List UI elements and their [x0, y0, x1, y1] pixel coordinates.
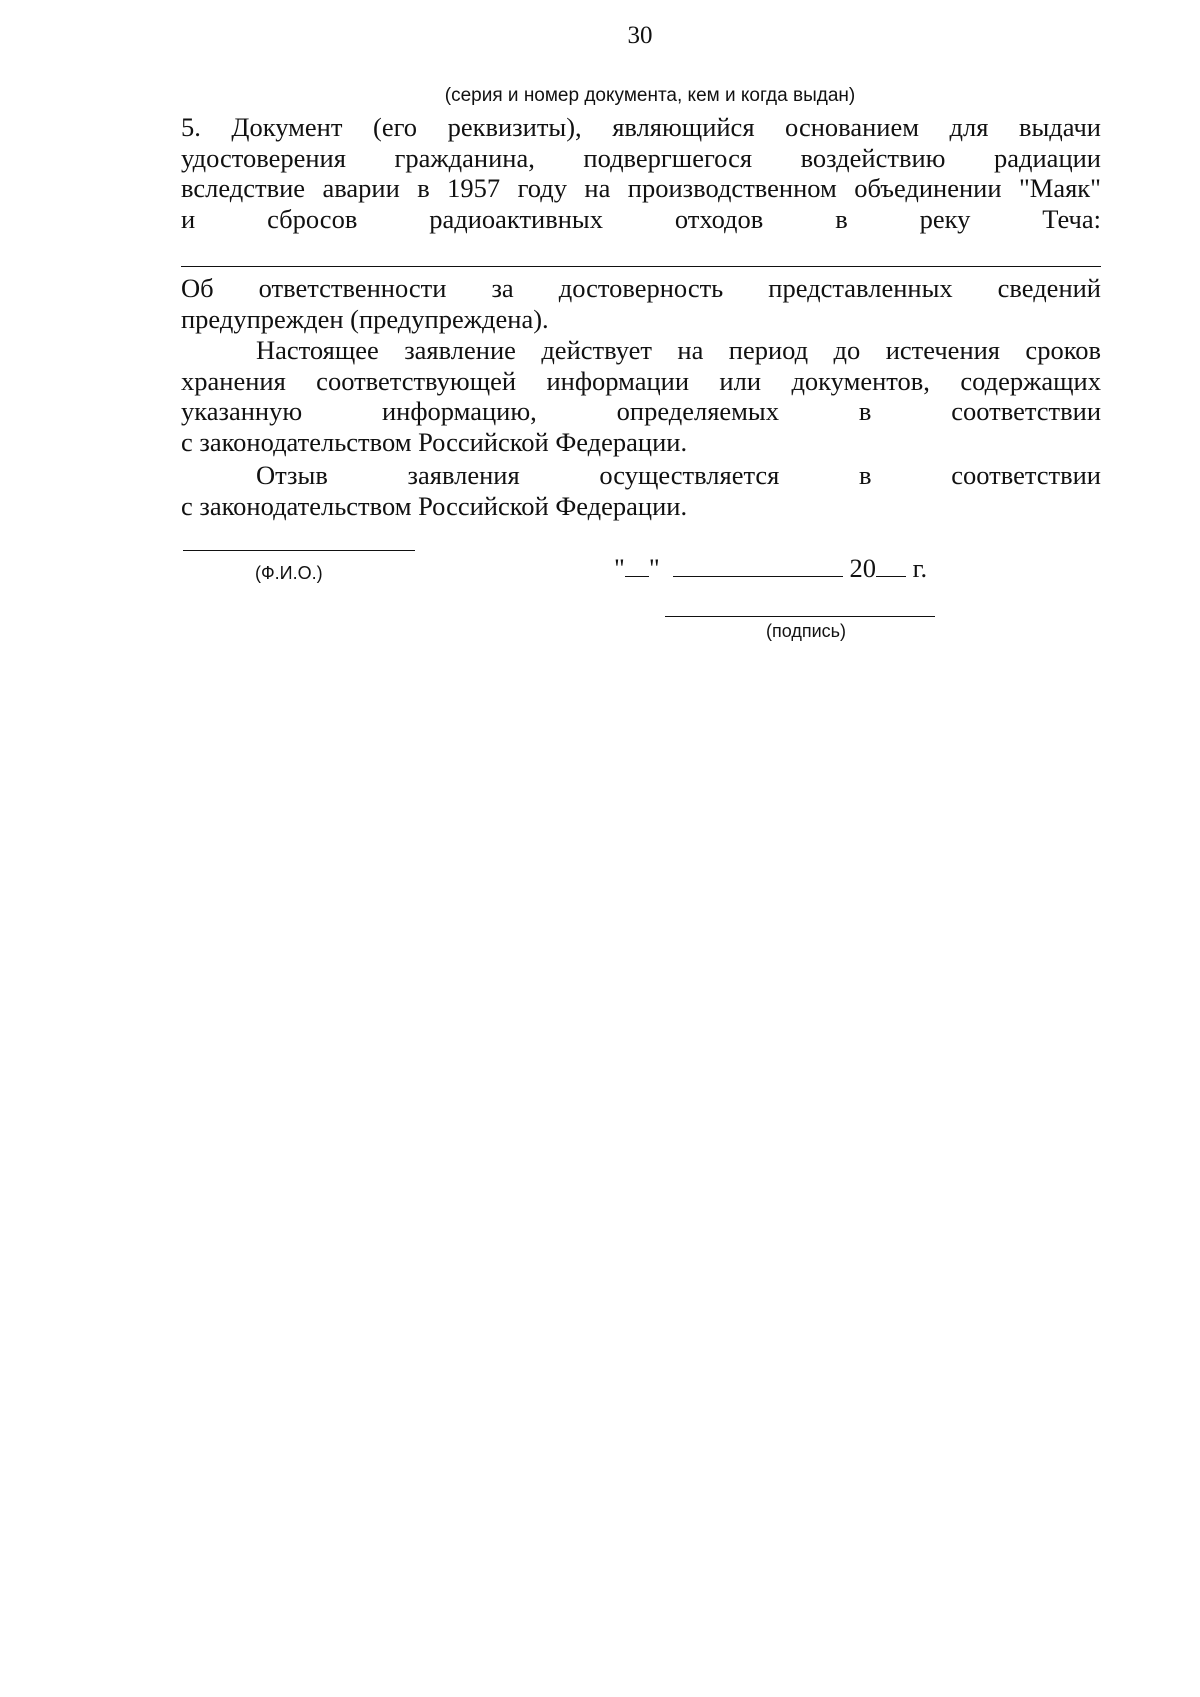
revocation-paragraph — [181, 460, 1101, 521]
signature-caption: (подпись) — [766, 621, 847, 641]
validity-line: хранения соответствующей информации или документов, содержащих — [181, 365, 1101, 396]
year-prefix: 20 — [849, 553, 877, 583]
item-5-answer-line[interactable] — [181, 266, 1101, 267]
item-5-line: вследствие аварии в 1957 году на производственном объединении "Маяк" — [181, 173, 1101, 203]
fio-caption: (Ф.И.О.) — [255, 563, 323, 583]
responsibility-paragraph — [181, 273, 1101, 334]
validity-line: с законодательством Российской Федерации. — [181, 426, 688, 457]
item-5-line: 5. Документ (его реквизиты), являющийся основанием для выдачи — [181, 112, 1101, 142]
item-5-line: удостоверения гражданина, подвергшегося воздействию радиации — [181, 142, 1101, 173]
revocation-line: Отзыв заявления осуществляется в соответствии — [256, 460, 1101, 490]
validity-line: указанную информацию, определяемых в соответствии — [181, 396, 1101, 426]
day-blank[interactable] — [625, 554, 649, 577]
year-suffix: г. — [912, 553, 928, 583]
responsibility-line: Об ответственности за достоверность представленных сведений — [181, 273, 1101, 303]
year-blank[interactable] — [876, 554, 906, 577]
fio-line[interactable] — [183, 550, 415, 551]
item-5-paragraph — [181, 112, 1101, 234]
item-5-line: и сбросов радиоактивных отходов в реку Теча: — [181, 203, 1101, 234]
responsibility-line: предупрежден (предупреждена). — [181, 303, 549, 334]
revocation-line: с законодательством Российской Федерации. — [181, 490, 688, 521]
page-number: 30 — [627, 22, 653, 49]
date-field — [614, 553, 927, 584]
signature-line[interactable] — [665, 616, 935, 617]
day-quote-close: " — [648, 553, 660, 583]
day-quote-open: " — [614, 553, 625, 583]
document-hint-caption: (серия и номер документа, кем и когда выдан) — [444, 85, 856, 106]
month-blank[interactable] — [673, 554, 843, 577]
validity-line: Настоящее заявление действует на период до истечения сроков — [256, 335, 1101, 365]
validity-paragraph — [181, 335, 1101, 457]
